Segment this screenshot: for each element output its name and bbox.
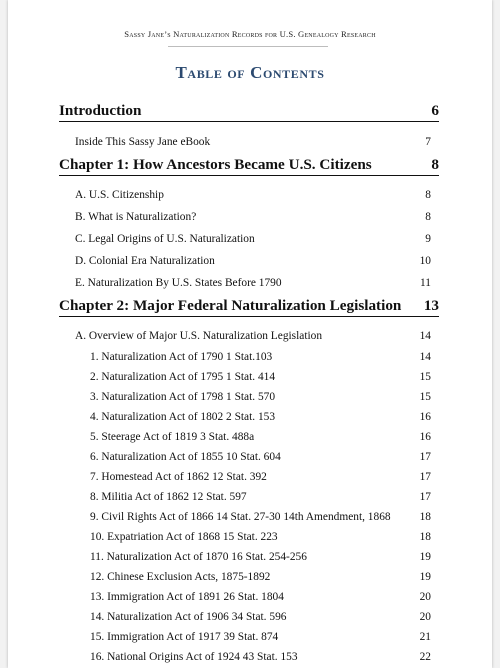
- toc-subentry[interactable]: [8, 526, 492, 546]
- running-header: Sassy Jane’s Naturalization Records for U.S. Genealogy Research: [124, 29, 376, 39]
- toc-subentry[interactable]: [8, 606, 492, 626]
- toc-entry-page: 15: [419, 371, 431, 383]
- toc-entry-title: A. Overview of Major U.S. Naturalization Legislation: [75, 330, 323, 342]
- toc-entry-page: 18: [419, 531, 431, 543]
- toc-entry-page: 11: [420, 277, 431, 289]
- header-divider: [168, 46, 328, 47]
- toc-entry-title: 10. Expatriation Act of 1868 15 Stat. 223: [90, 531, 278, 543]
- toc-entry-page: 14: [419, 330, 431, 342]
- toc-entry-title: E. Naturalization By U.S. States Before 1790: [75, 277, 282, 289]
- toc-subentry[interactable]: [8, 506, 492, 526]
- toc-subentry[interactable]: [8, 426, 492, 446]
- document-page: [8, 0, 492, 668]
- toc-entry[interactable]: [8, 250, 492, 270]
- toc-title: Table of Contents: [175, 63, 325, 82]
- toc-entry-title: 4. Naturalization Act of 1802 2 Stat. 153: [90, 411, 276, 423]
- toc-entry-title: 5. Steerage Act of 1819 3 Stat. 488a: [90, 431, 255, 443]
- toc-entry-title: 13. Immigration Act of 1891 26 Stat. 1804: [90, 591, 284, 603]
- toc-entry-page: 15: [419, 391, 431, 403]
- toc-entry-page: 13: [423, 297, 439, 314]
- toc-subentry[interactable]: [8, 646, 492, 666]
- chapter-underline: [59, 175, 439, 176]
- toc-subentry[interactable]: [8, 546, 492, 566]
- toc-subentry[interactable]: [8, 386, 492, 406]
- toc-entry-title: 9. Civil Rights Act of 1866 14 Stat. 27-30 14th Amendment, 1868: [90, 511, 391, 523]
- toc-entry-page: 16: [419, 431, 431, 443]
- toc-entry-title: 11. Naturalization Act of 1870 16 Stat. 254-256: [90, 551, 307, 563]
- toc-entry[interactable]: [8, 131, 492, 151]
- toc-entry-title: 3. Naturalization Act of 1798 1 Stat. 570: [90, 391, 276, 403]
- toc-entry-title: 7. Homestead Act of 1862 12 Stat. 392: [90, 471, 267, 483]
- toc-subentry[interactable]: [8, 626, 492, 646]
- toc-entry-page: 17: [419, 451, 431, 463]
- toc-entry-title: 1. Naturalization Act of 1790 1 Stat.103: [90, 351, 273, 363]
- toc-entry-title: D. Colonial Era Naturalization: [75, 255, 215, 267]
- toc-subentry[interactable]: [8, 366, 492, 386]
- toc-entry-title: 2. Naturalization Act of 1795 1 Stat. 414: [90, 371, 276, 383]
- toc-entry-title: 16. National Origins Act of 1924 43 Stat. 153: [90, 651, 298, 663]
- toc-entry-page: 20: [419, 591, 431, 603]
- chapter-underline: [59, 121, 439, 122]
- toc-entry-page: 19: [419, 551, 431, 563]
- toc-entry-title: Inside This Sassy Jane eBook: [75, 136, 211, 148]
- toc-entry-title: Chapter 2: Major Federal Naturalization Legislation: [59, 297, 402, 314]
- toc-entry[interactable]: [8, 272, 492, 292]
- toc-entry-page: 18: [419, 511, 431, 523]
- toc-entry-title: B. What is Naturalization?: [75, 211, 197, 223]
- toc-entry-page: 8: [431, 156, 439, 173]
- toc-subentry[interactable]: [8, 406, 492, 426]
- toc-entry-page: 10: [419, 255, 431, 267]
- toc-entry[interactable]: [8, 206, 492, 226]
- chapter-underline: [59, 316, 439, 317]
- toc-entry-page: 19: [419, 571, 431, 583]
- toc-subentry[interactable]: [8, 566, 492, 586]
- toc-entry-title: A. U.S. Citizenship: [75, 189, 164, 201]
- toc-entry-title: Chapter 1: How Ancestors Became U.S. Citizens: [59, 156, 372, 173]
- toc-entry-page: 22: [419, 651, 431, 663]
- toc-entry-page: 17: [419, 471, 431, 483]
- toc-entry-title: 15. Immigration Act of 1917 39 Stat. 874: [90, 631, 279, 643]
- toc-entry-title: C. Legal Origins of U.S. Naturalization: [75, 233, 255, 245]
- toc-entry[interactable]: [8, 325, 492, 345]
- toc-subentry[interactable]: [8, 486, 492, 506]
- toc-subentry[interactable]: [8, 586, 492, 606]
- toc-chapter-introduction[interactable]: [8, 103, 492, 123]
- toc-entry-page: 20: [419, 611, 431, 623]
- toc-entry-title: 6. Naturalization Act of 1855 10 Stat. 604: [90, 451, 281, 463]
- toc-entry[interactable]: [8, 228, 492, 248]
- toc-subentry[interactable]: [8, 346, 492, 366]
- toc-entry-page: 16: [419, 411, 431, 423]
- toc-entry-title: 8. Militia Act of 1862 12 Stat. 597: [90, 491, 247, 503]
- toc-entry-page: 21: [419, 631, 431, 643]
- toc-subentry[interactable]: [8, 466, 492, 486]
- toc-entry-title: 14. Naturalization Act of 1906 34 Stat. 596: [90, 611, 287, 623]
- toc-entry-page: 8: [425, 189, 431, 201]
- toc-entry-page: 6: [431, 102, 439, 119]
- toc-entry-page: 17: [419, 491, 431, 503]
- toc-chapter-1[interactable]: [8, 157, 492, 177]
- toc-entry-page: 8: [425, 211, 431, 223]
- toc-entry[interactable]: [8, 184, 492, 204]
- toc-chapter-2[interactable]: [8, 298, 492, 318]
- toc-entry-page: 7: [425, 136, 431, 148]
- toc-subentry[interactable]: [8, 446, 492, 466]
- toc-entry-page: 9: [425, 233, 431, 245]
- toc-entry-title: Introduction: [59, 102, 142, 119]
- toc-entry-page: 14: [419, 351, 431, 363]
- toc-entry-title: 12. Chinese Exclusion Acts, 1875-1892: [90, 571, 271, 583]
